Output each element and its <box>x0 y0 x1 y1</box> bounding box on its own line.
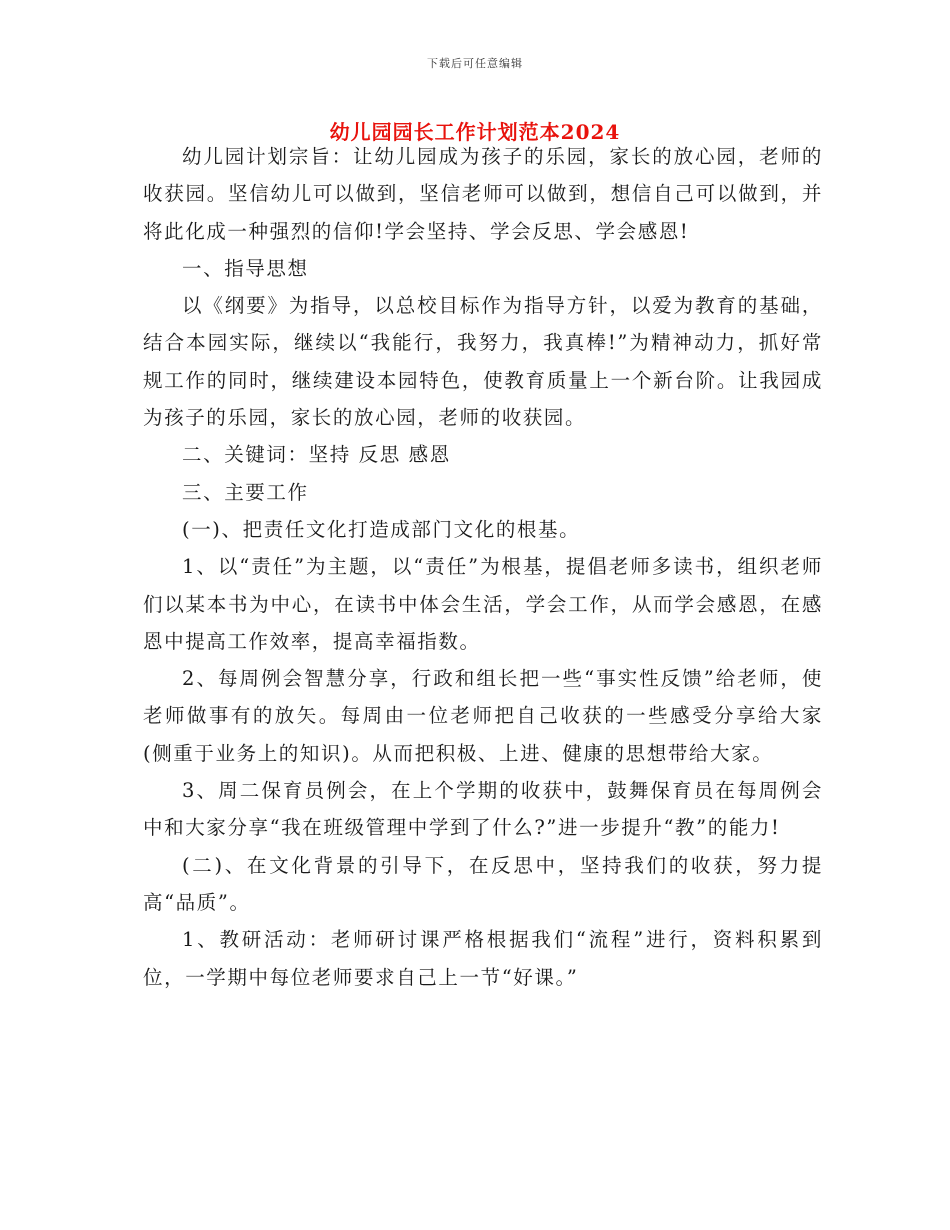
heading-guiding-thought: 一、指导思想 <box>182 256 309 280</box>
paragraph-item-1: 1、以“责任”为主题，以“责任”为根基，提倡老师多读书，组织老师们以某本书为中心，在读书中体会生活，学会工作，从而学会感恩，在感恩中提高工作效率，提高幸福指数。 <box>143 555 823 653</box>
heading-keywords: 二、关键词：坚持 反思 感恩 <box>182 443 451 467</box>
paragraph-item-2: 2、每周例会智慧分享，行政和组长把一些“事实性反馈”给老师，使老师做事有的放矢。每周由一位老师把自己收获的一些感受分享给大家(侧重于业务上的知识)。从而把积极、上进、健康的思想带给大家。 <box>143 667 823 765</box>
paragraph-guiding-thought: 以《纲要》为指导，以总校目标作为指导方针，以爱为教育的基础，结合本园实际，继续以“我能行，我努力，我真棒!”为精神动力，抓好常规工作的同时，继续建设本园特色，使教育质量上一个新台阶。让我园成为孩子的乐园，家长的放心园，老师的收获园。 <box>143 294 823 430</box>
header-note: 下载后可任意编辑 <box>427 57 523 70</box>
paragraph-purpose: 幼儿园计划宗旨：让幼儿园成为孩子的乐园，家长的放心园，老师的收获园。坚信幼儿可以做到，坚信老师可以做到，想信自己可以做到，并将此化成一种强烈的信仰!学会坚持、学会反思、学会感恩! <box>143 145 823 243</box>
paragraph-teaching-research: 1、教研活动：老师研讨课严格根据我们“流程”进行，资料积累到位，一学期中每位老师要求自己上一节“好课。” <box>143 928 823 989</box>
document-title: 幼儿园园长工作计划范本2024 <box>329 120 621 144</box>
document-body <box>143 138 823 996</box>
subheading-responsibility-culture: (一)、把责任文化打造成部门文化的根基。 <box>182 517 581 541</box>
heading-main-work: 三、主要工作 <box>182 480 309 504</box>
subheading-quality: (二)、在文化背景的引导下，在反思中，坚持我们的收获，努力提高“品质”。 <box>143 853 823 914</box>
paragraph-item-3: 3、周二保育员例会，在上个学期的收获中，鼓舞保育员在每周例会中和大家分享“我在班级管理中学到了什么?”进一步提升“教”的能力! <box>143 779 823 840</box>
